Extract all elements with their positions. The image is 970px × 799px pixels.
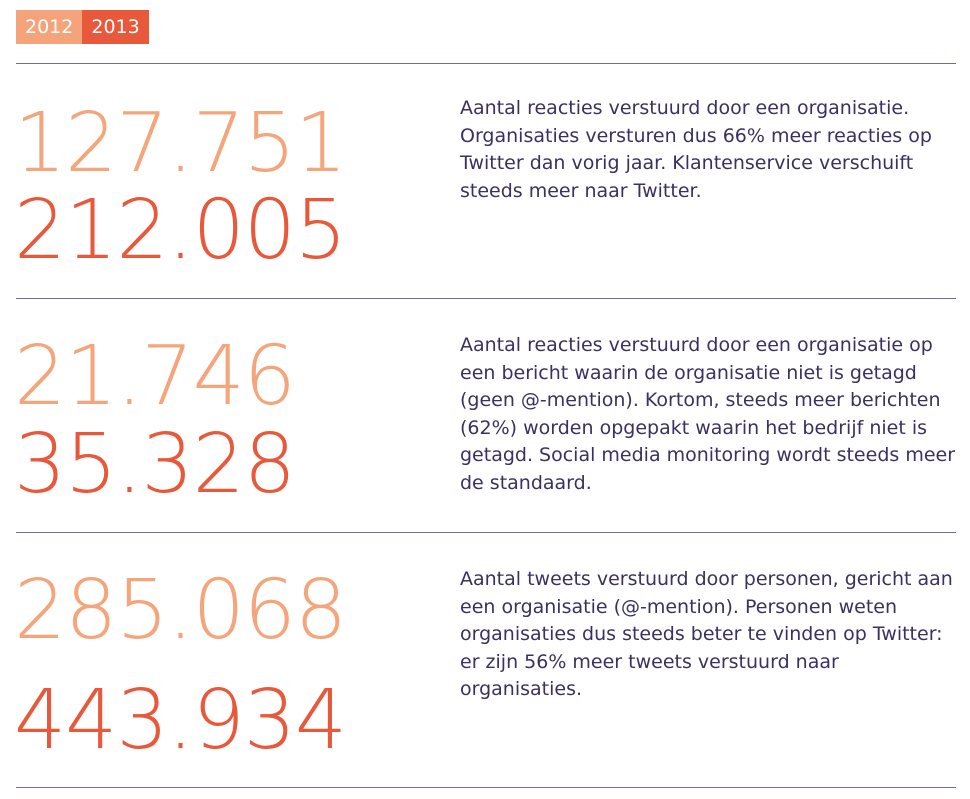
stat-row-responses xyxy=(0,63,970,298)
value-2013: 443.934 xyxy=(14,673,347,768)
value-2013: 212.005 xyxy=(14,183,347,278)
stat-description: Aantal tweets verstuurd door personen, gericht aan een organisatie (@-mention). Personen weten organisaties dus steeds beter te vinden op Twitter: er zijn 56% meer tweets verstuurd naar organisaties. xyxy=(460,568,953,700)
divider xyxy=(16,787,956,788)
value-2013: 35.328 xyxy=(14,417,295,512)
year-legend xyxy=(16,10,149,44)
legend-2013: 2013 xyxy=(82,10,148,44)
stat-description: Aantal reacties verstuurd door een organisatie. Organisaties versturen dus 66% meer reacties op Twitter dan vorig jaar. Klantenservice verschuift steeds meer naar Twitter. xyxy=(460,97,932,202)
value-2012: 21.746 xyxy=(14,329,295,424)
legend-2012: 2012 xyxy=(16,10,82,44)
stat-row-mentions xyxy=(0,532,970,787)
stat-description: Aantal reacties verstuurd door een organisatie op een bericht waarin de organisatie niet is getagd (geen @-mention). Kortom, steeds meer berichten (62%) worden opgepakt waarin het bedrijf niet is getagd. Social media monitoring wordt steeds meer de standaard. xyxy=(460,334,956,494)
value-2012: 127.751 xyxy=(14,96,347,191)
stat-row-untagged-responses xyxy=(0,298,970,532)
value-2012: 285.068 xyxy=(14,563,347,658)
